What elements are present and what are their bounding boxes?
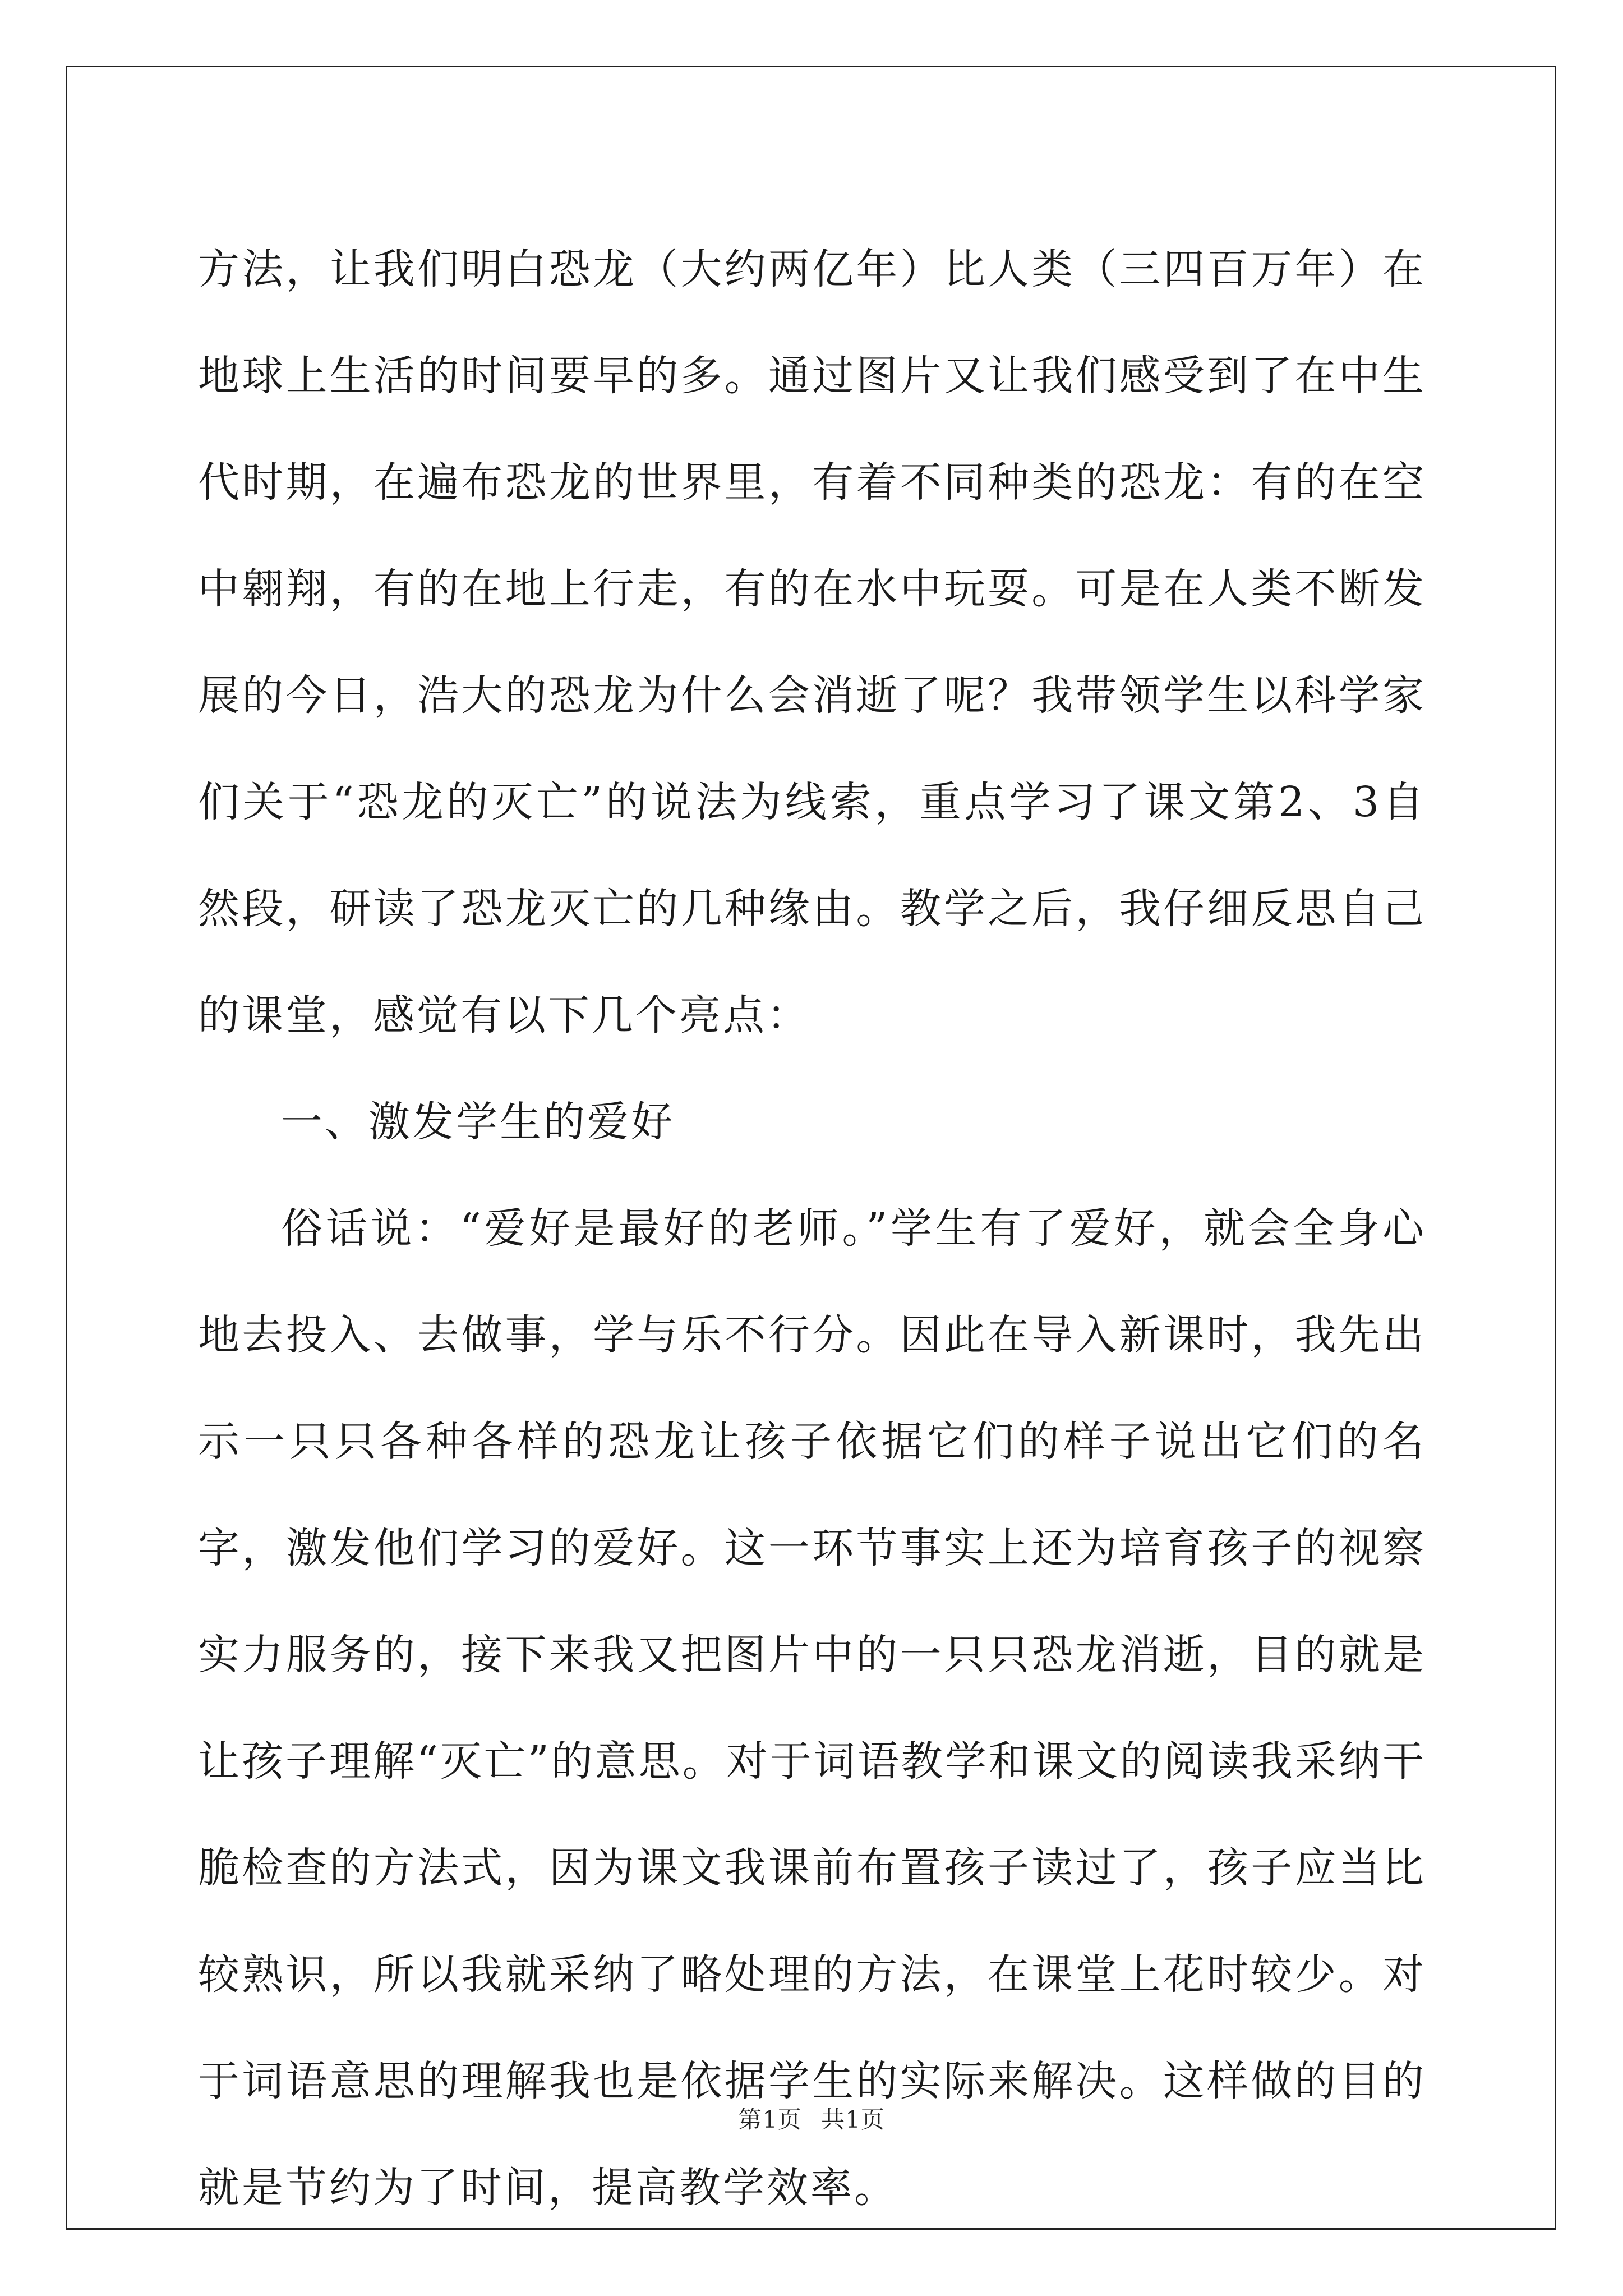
paragraph-body: 俗话说：“爱好是最好的老师。”学生有了爱好，就会全身心地去投入、去做事，学与乐不行分。因此在导入新课时，我先出示一只只各种各样的恐龙让孩子依据它们的样子说出它们的名字，激发他们学习的爱好。这一环节事实上还为培育孩子的视察实力服务的，接下来我又把图片中的一只只恐龙消逝，目的就是让孩子理解“灭亡”的意思。对于词语教学和课文的阅读我采纳干脆检查的方法式，因为课文我课前布置孩子读过了，孩子应当比较熟识，所以我就采纳了略处理的方法，在课堂上花时较少。对于词语意思的理解我也是依据学生的实际来解决。这样做的目的就是节约为了时间，提高教学效率。 — [198, 1204, 1426, 2212]
page-footer — [0, 2101, 1623, 2135]
section-heading: 一、激发学生的爱好 — [281, 1098, 675, 1146]
page-total: 共1页 — [821, 2106, 885, 2133]
document-body — [198, 216, 1426, 2241]
paragraph-intro: 方法，让我们明白恐龙（大约两亿年）比人类（三四百万年）在地球上生活的时间要早的多。通过图片又让我们感受到了在中生代时期，在遍布恐龙的世界里，有着不同种类的恐龙：有的在空中翱翔，有的在地上行走，有的在水中玩耍。可是在人类不断发展的今日，浩大的恐龙为什么会消逝了呢？我带领学生以科学家们关于“恐龙的灭亡”的说法为线索，重点学习了课文第2、3自然段，研读了恐龙灭亡的几种缘由。教学之后，我仔细反思自己的课堂，感觉有以下几个亮点： — [198, 245, 1426, 1039]
page-number: 第1页 — [738, 2106, 802, 2133]
